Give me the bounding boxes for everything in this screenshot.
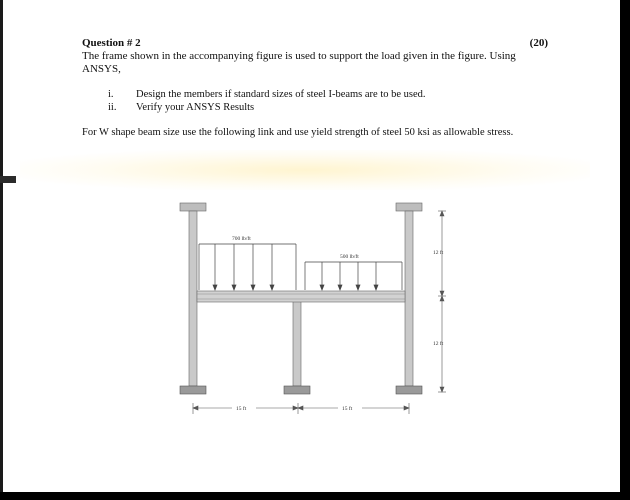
bottom-black-border: [0, 492, 630, 500]
right-distributed-load: [305, 262, 402, 290]
height-label-top: 12 ft: [433, 250, 444, 256]
middle-column: [284, 300, 310, 394]
height-label-bottom: 12 ft: [433, 341, 444, 347]
question-points: (20): [529, 37, 548, 49]
list-item-number: ii.: [108, 102, 117, 113]
load-label-left: 700 lb/ft: [232, 236, 251, 242]
right-black-border: [620, 0, 630, 500]
left-distributed-load: [199, 244, 296, 290]
question-title: Question # 2: [82, 37, 141, 49]
question-body: The frame shown in the accompanying figure is used to support the load given in the figure. Using ANSYS,: [82, 50, 516, 75]
vertical-dimension: [438, 211, 446, 392]
list-item-text: Verify your ANSYS Results: [136, 102, 255, 113]
beam-size-note: For W shape beam size use the following link and use yield strength of steel 50 ksi as allowable stress.: [82, 127, 514, 138]
span-label-right: 15 ft: [342, 406, 353, 412]
horizontal-dimension: [193, 403, 409, 414]
list-item-number: i.: [108, 89, 114, 100]
load-label-right: 500 lb/ft: [340, 254, 359, 260]
list-item-text: Design the members if standard sizes of steel I-beams are to be used.: [136, 89, 426, 100]
span-label-left: 15 ft: [236, 406, 247, 412]
horizontal-beam: [197, 291, 405, 302]
